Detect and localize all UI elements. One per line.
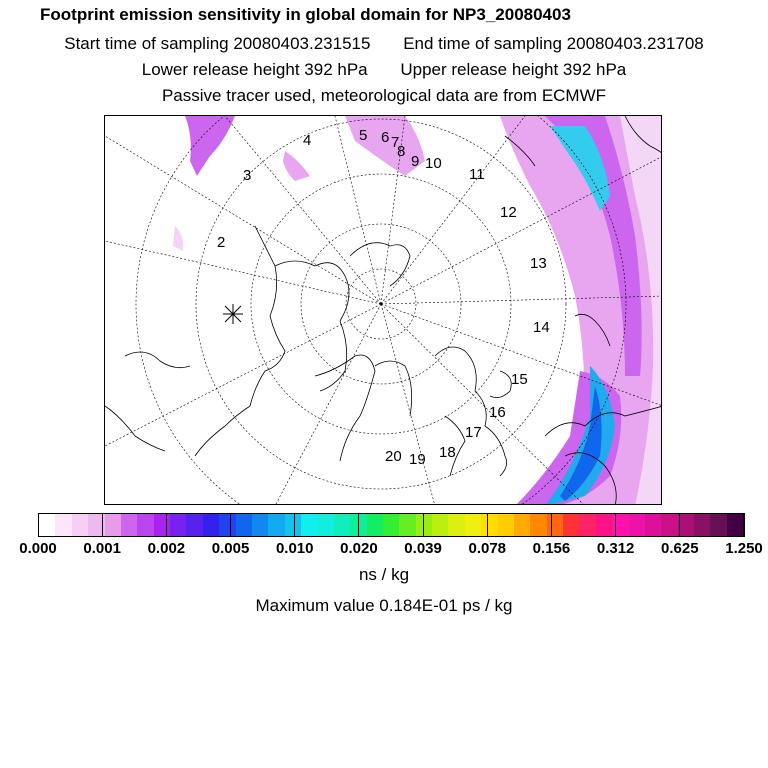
plot-title: Footprint emission sensitivity in global domain for NP3_20080403 bbox=[40, 5, 571, 24]
colorbar-swatch bbox=[465, 514, 481, 536]
end-time: End time of sampling 20080403.231708 bbox=[403, 34, 704, 53]
trajectory-label: 13 bbox=[530, 255, 547, 272]
polar-map bbox=[105, 116, 662, 505]
colorbar-swatch bbox=[252, 514, 268, 536]
colorbar-swatch bbox=[399, 514, 415, 536]
colorbar-swatch bbox=[694, 514, 710, 536]
colorbar-swatch bbox=[432, 514, 448, 536]
trajectory-label: 6 bbox=[381, 129, 390, 146]
colorbar-swatch bbox=[514, 514, 530, 536]
colorbar-swatch bbox=[219, 514, 235, 536]
colorbar-tick-label: 0.312 bbox=[596, 540, 635, 557]
trajectory-label: 10 bbox=[425, 155, 442, 172]
tracer-note: Passive tracer used, meteorological data are from ECMWF bbox=[161, 86, 607, 105]
colorbar-tick-label: 0.005 bbox=[211, 540, 250, 557]
colorbar-swatch bbox=[530, 514, 546, 536]
colorbar-swatch bbox=[547, 514, 563, 536]
colorbar-swatch bbox=[579, 514, 595, 536]
colorbar-swatch bbox=[727, 514, 743, 536]
maximum-value: Maximum value 0.184E-01 ps / kg bbox=[255, 596, 513, 615]
colorbar-swatch bbox=[39, 514, 55, 536]
colorbar-units: ns / kg bbox=[358, 565, 410, 584]
colorbar-swatch bbox=[416, 514, 432, 536]
lower-release-height: Lower release height 392 hPa bbox=[141, 60, 368, 79]
trajectory-label: 11 bbox=[469, 166, 485, 183]
colorbar-tick-label: 0.039 bbox=[404, 540, 442, 557]
colorbar-swatch bbox=[383, 514, 399, 536]
release-heights bbox=[0, 60, 768, 80]
colorbar-swatch bbox=[186, 514, 202, 536]
colorbar-tick bbox=[679, 513, 680, 537]
trajectory-label: 14 bbox=[533, 319, 550, 336]
colorbar-swatch bbox=[661, 514, 677, 536]
trajectory-label: 3 bbox=[243, 167, 252, 184]
trajectory-label: 9 bbox=[411, 153, 420, 170]
colorbar-swatch bbox=[448, 514, 464, 536]
colorbar-tick bbox=[102, 513, 103, 537]
colorbar-swatch bbox=[645, 514, 661, 536]
trajectory-label: 7 bbox=[391, 134, 400, 151]
colorbar-tick bbox=[551, 513, 552, 537]
colorbar-tick bbox=[744, 513, 745, 537]
colorbar-swatch bbox=[236, 514, 252, 536]
trajectory-label: 17 bbox=[465, 424, 482, 441]
trajectory-label: 20 bbox=[385, 448, 402, 465]
sampling-times bbox=[0, 34, 768, 54]
colorbar-swatch bbox=[367, 514, 383, 536]
colorbar-tick bbox=[615, 513, 616, 537]
upper-release-height: Upper release height 392 hPa bbox=[400, 60, 627, 79]
colorbar-swatch bbox=[285, 514, 301, 536]
colorbar-tick bbox=[38, 513, 39, 537]
start-time: Start time of sampling 20080403.231515 bbox=[64, 34, 371, 53]
colorbar-swatch bbox=[629, 514, 645, 536]
colorbar-swatch bbox=[72, 514, 88, 536]
colorbar bbox=[38, 513, 744, 537]
colorbar-tick-label: 0.010 bbox=[275, 540, 314, 557]
colorbar-tick-label: 0.078 bbox=[468, 540, 507, 557]
colorbar-swatch bbox=[317, 514, 333, 536]
colorbar-tick bbox=[166, 513, 167, 537]
colorbar-swatch bbox=[710, 514, 726, 536]
colorbar-tick bbox=[487, 513, 488, 537]
colorbar-tick-label: 1.250 bbox=[725, 540, 763, 557]
colorbar-swatch bbox=[121, 514, 137, 536]
colorbar-swatch bbox=[301, 514, 317, 536]
colorbar-swatch bbox=[334, 514, 350, 536]
colorbar-tick-label: 0.000 bbox=[19, 540, 57, 557]
colorbar-tick bbox=[294, 513, 295, 537]
trajectory-label: 4 bbox=[303, 132, 312, 149]
colorbar-swatch bbox=[154, 514, 170, 536]
colorbar-swatch bbox=[203, 514, 219, 536]
colorbar-swatch bbox=[268, 514, 284, 536]
colorbar-swatch bbox=[481, 514, 497, 536]
trajectory-label: 8 bbox=[397, 143, 406, 160]
colorbar-swatch bbox=[55, 514, 71, 536]
trajectory-label: 16 bbox=[489, 404, 506, 421]
colorbar-swatch bbox=[137, 514, 153, 536]
trajectory-label: 5 bbox=[359, 127, 368, 144]
map-panel bbox=[104, 115, 662, 505]
trajectory-label: 2 bbox=[217, 234, 226, 251]
colorbar-tick-label: 0.002 bbox=[147, 540, 186, 557]
colorbar-tick-label: 0.625 bbox=[661, 540, 699, 557]
trajectory-label: 18 bbox=[439, 444, 456, 461]
colorbar-swatch bbox=[563, 514, 579, 536]
colorbar-swatch bbox=[105, 514, 121, 536]
colorbar-tick-label: 0.020 bbox=[340, 540, 378, 557]
trajectory-label: 15 bbox=[511, 371, 528, 388]
asterisk-marker bbox=[223, 304, 243, 324]
colorbar-swatch bbox=[498, 514, 514, 536]
colorbar-tick-label: 0.001 bbox=[83, 540, 121, 557]
colorbar-tick-label: 0.156 bbox=[532, 540, 571, 557]
colorbar-swatch bbox=[596, 514, 612, 536]
colorbar-swatch bbox=[170, 514, 186, 536]
trajectory-label: 12 bbox=[500, 204, 517, 221]
colorbar-tick bbox=[423, 513, 424, 537]
colorbar-tick bbox=[358, 513, 359, 537]
trajectory-label: 19 bbox=[409, 451, 426, 468]
colorbar-tick bbox=[230, 513, 231, 537]
